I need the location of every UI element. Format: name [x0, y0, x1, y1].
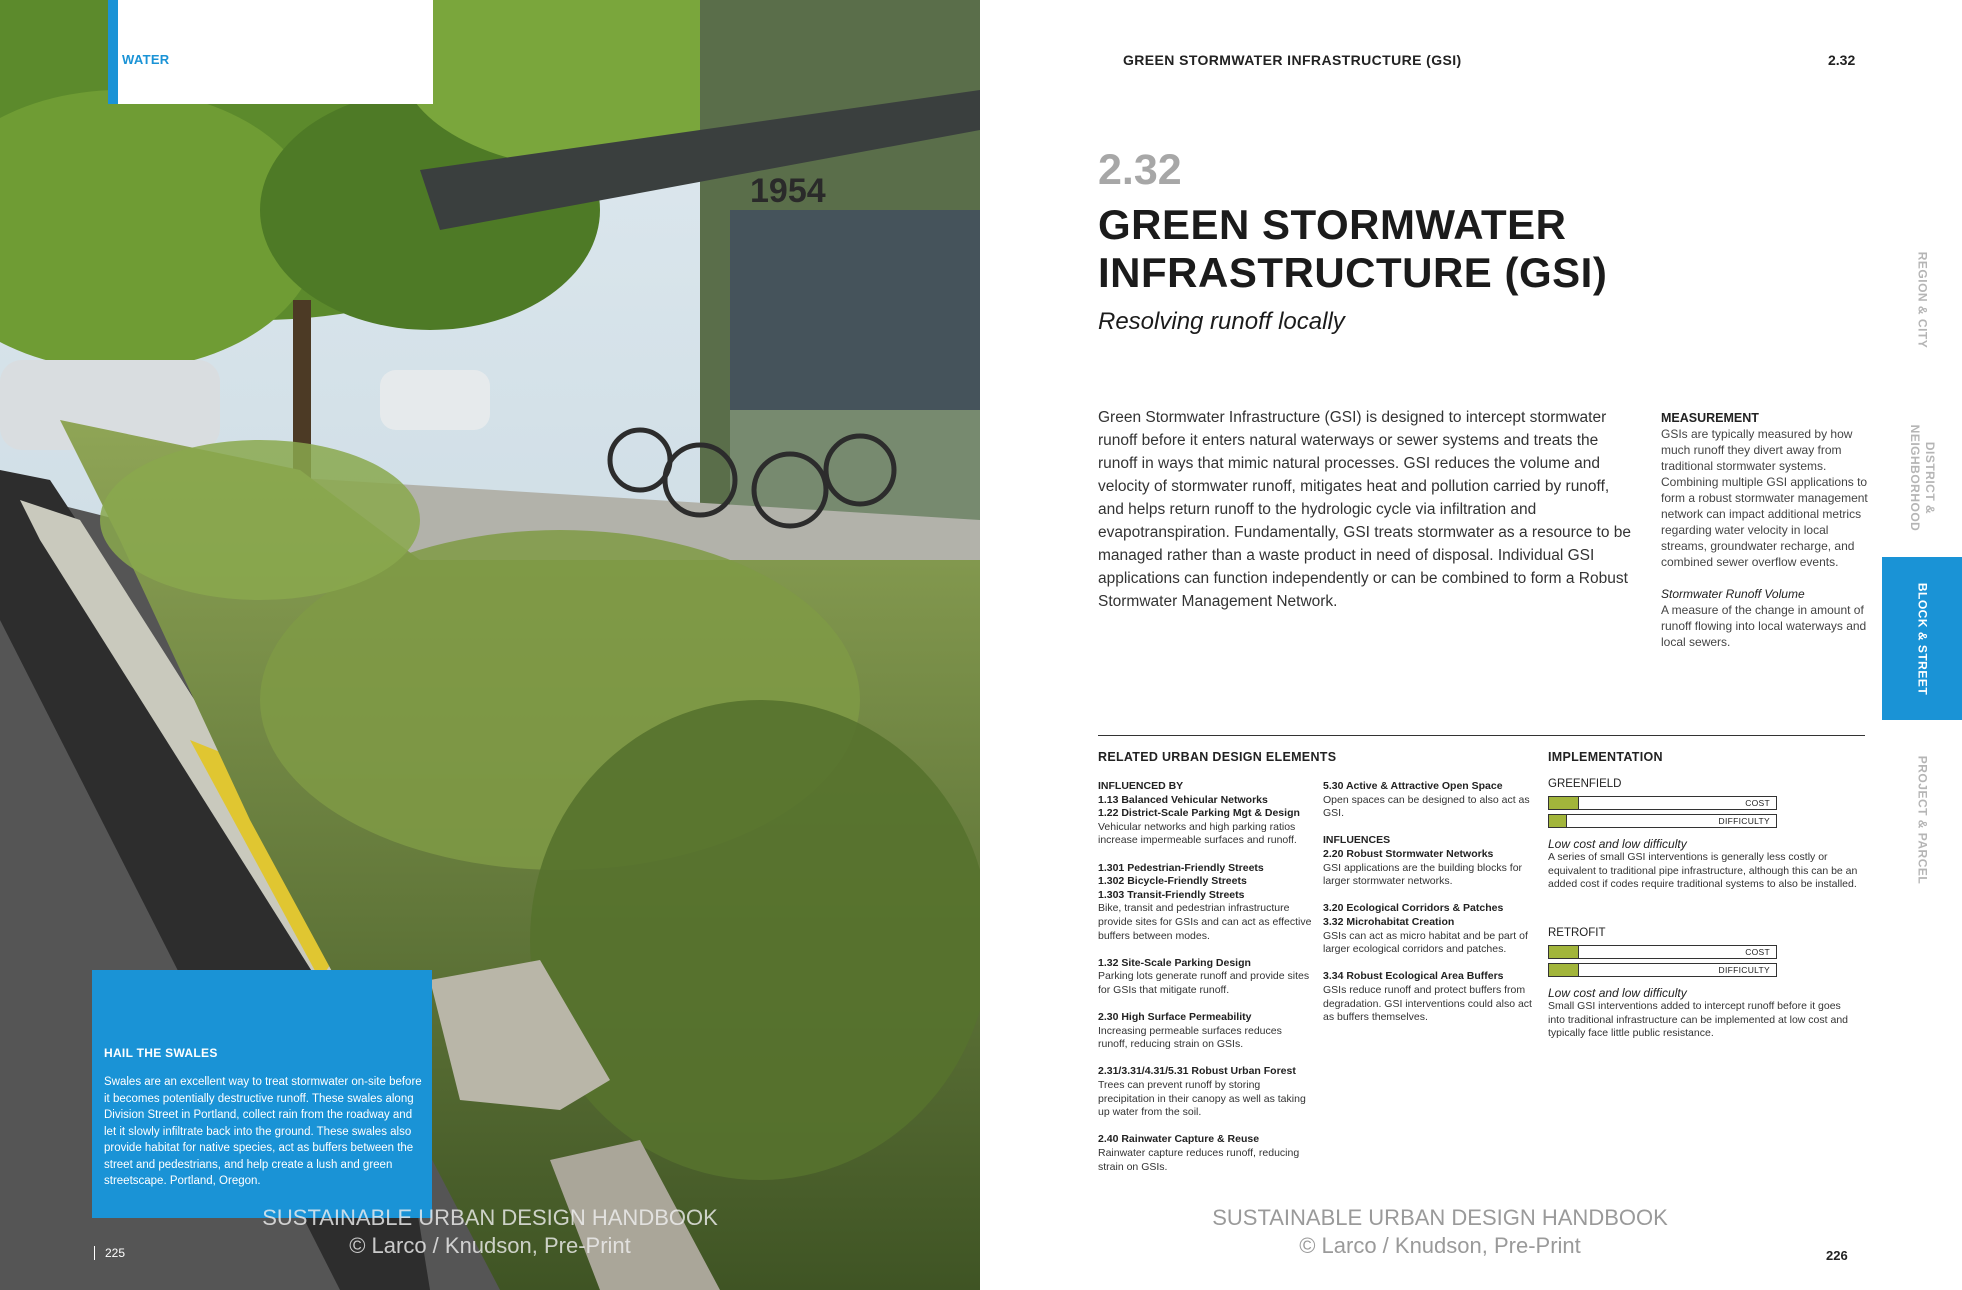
running-section-number: 2.32 — [1828, 52, 1856, 68]
side-tab-project-parcel[interactable]: PROJECT & PARCEL — [1915, 755, 1930, 885]
related-entry: 5.30 Active & Attractive Open Space Open spaces can be designed to also act as GSI. — [1323, 780, 1530, 820]
greenfield-difficulty-meter: DIFFICULTY — [1548, 814, 1777, 828]
influences-label: INFLUENCES — [1323, 834, 1391, 847]
section-number: 2.32 — [1098, 146, 1182, 194]
right-page — [980, 0, 1962, 1290]
implementation-heading: IMPLEMENTATION — [1548, 750, 1663, 764]
related-entry: 2.40 Rainwater Capture & Reuse Rainwater capture reduces runoff, reducing strain on GSIs. — [1098, 1133, 1300, 1173]
building-number-1954 — [750, 172, 826, 210]
intro-paragraph: Green Stormwater Infrastructure (GSI) is designed to intercept stormwater runoff before it enters natural waterways or sewer systems and treats the runoff in ways that mimic natural processes. GSI reduces the volume and velocity of stormwater runoff, mitigates heat and pollution carried by runoff, and helps return runoff to the hydrologic cycle via infiltration and evapotranspiration. Fundamentally, GSI treats stormwater as a resource to be managed rather than a waste product in need of disposal. Individual GSI applications can function independently or can be combined to form a Robust Stormwater Management Network. — [1098, 409, 1631, 610]
related-entry: 1.301 Pedestrian-Friendly Streets 1.302 Bicycle-Friendly Streets 1.303 Transit-Friendly Streets Bike, transit and pedestrian infrastructure provide sites for GSIs and can act as effective buffers between modes. — [1098, 861, 1312, 942]
left-page-number: 225 — [94, 1246, 125, 1260]
watermark-left: SUSTAINABLE URBAN DESIGN HANDBOOK © Larco / Knudson, Pre-Print — [262, 1205, 718, 1258]
svg-text:1954: 1954 — [750, 172, 826, 210]
metric-desc: A measure of the change in amount of runoff flowing into local waterways and local sewers. — [1661, 603, 1867, 649]
retrofit-cost-meter: COST — [1548, 945, 1777, 959]
greenfield-summary: Low cost and low difficulty — [1548, 836, 1687, 851]
related-entry: 1.32 Site-Scale Parking Design Parking lots generate runoff and provide sites for GSIs that mitigate runoff. — [1098, 956, 1310, 996]
side-tab-block-street[interactable]: BLOCK & STREET — [1882, 557, 1962, 720]
right-page-number: 226 — [1826, 1248, 1848, 1263]
page-subtitle: Resolving runoff locally — [1098, 308, 1345, 335]
related-column-2 — [1323, 780, 1538, 1038]
related-entry: 1.13 Balanced Vehicular Networks 1.22 District-Scale Parking Mgt & Design Vehicular networks and high parking ratios increase impermeable surfaces and runoff. — [1098, 793, 1300, 847]
side-tab-district-neighborhood[interactable]: DISTRICT & NEIGHBORHOOD — [1908, 424, 1937, 531]
related-elements-heading: RELATED URBAN DESIGN ELEMENTS — [1098, 750, 1337, 764]
section-divider — [1098, 735, 1865, 736]
section-tab-bar — [108, 0, 118, 104]
influenced-by-label: INFLUENCED BY — [1098, 780, 1184, 792]
greenfield-label: GREENFIELD — [1548, 778, 1622, 790]
related-column-1 — [1098, 780, 1313, 1188]
page-title: GREEN STORMWATER INFRASTRUCTURE (GSI) — [1098, 201, 1608, 296]
section-tab-water — [108, 0, 433, 104]
metric-name: Stormwater Runoff Volume — [1661, 587, 1805, 601]
measurement-heading: MEASUREMENT — [1661, 411, 1759, 425]
implementation-retrofit — [1548, 927, 1858, 1041]
section-tab-label: WATER — [122, 52, 170, 67]
related-entry: 2.30 High Surface Permeability Increasing permeable surfaces reduces runoff, reducing strain on GSIs. — [1098, 1011, 1282, 1051]
related-entry: 3.34 Robust Ecological Area Buffers GSIs reduce runoff and protect buffers from degradation. GSI interventions could also act as buffers themselves. — [1323, 970, 1532, 1024]
side-tab-region-city[interactable]: REGION & CITY — [1915, 251, 1930, 349]
measurement-sidebar — [1661, 410, 1873, 650]
callout-body: Swales are an excellent way to treat stormwater on-site before it becomes potentially destructive runoff. These swales along Division Street in Portland, collect rain from the roadway and let it slowly infiltrate back into the ground. These swales also provide habitat for native species, act as buffers between the street and pedestrians, and help create a lush and green streetscape. Portland, Oregon. — [104, 1076, 422, 1187]
retrofit-desc: Small GSI interventions added to intercept runoff before it goes into traditional infrastructure can be implemented at low cost and typically face little public resistance. — [1548, 1000, 1848, 1040]
retrofit-label: RETROFIT — [1548, 927, 1606, 939]
hail-the-swales-callout — [92, 970, 432, 1218]
implementation-greenfield — [1548, 778, 1858, 892]
retrofit-summary: Low cost and low difficulty — [1548, 985, 1687, 1000]
running-head: GREEN STORMWATER INFRASTRUCTURE (GSI) — [1123, 52, 1462, 68]
watermark-right: SUSTAINABLE URBAN DESIGN HANDBOOK © Larco / Knudson, Pre-Print — [1212, 1205, 1668, 1258]
related-entry: 3.20 Ecological Corridors & Patches 3.32 Microhabitat Creation GSIs can act as micro habitat and be part of larger ecological corridors and patches. — [1323, 902, 1528, 956]
greenfield-cost-meter: COST — [1548, 796, 1777, 810]
left-page — [0, 0, 980, 1290]
retrofit-difficulty-meter: DIFFICULTY — [1548, 963, 1777, 977]
related-entry: 2.20 Robust Stormwater Networks GSI applications are the building blocks for larger stormwater networks. — [1323, 847, 1523, 888]
greenfield-desc: A series of small GSI interventions is generally less costly or equivalent to traditional pipe infrastructure, although this can be an added cost if codes require traditional systems to also be installed. — [1548, 851, 1858, 891]
callout-title: HAIL THE SWALES — [104, 1046, 218, 1060]
measurement-body: GSIs are typically measured by how much runoff they divert away from traditional stormwater systems. Combining multiple GSI applications to form a robust stormwater management network can impact additional metrics regarding water velocity in local streams, groundwater recharge, and combined sewer overflow events. — [1661, 427, 1868, 569]
related-entry: 2.31/3.31/4.31/5.31 Robust Urban Forest Trees can prevent runoff by storing precipitation in their canopy as well as taking up water from the soil. — [1098, 1065, 1306, 1119]
